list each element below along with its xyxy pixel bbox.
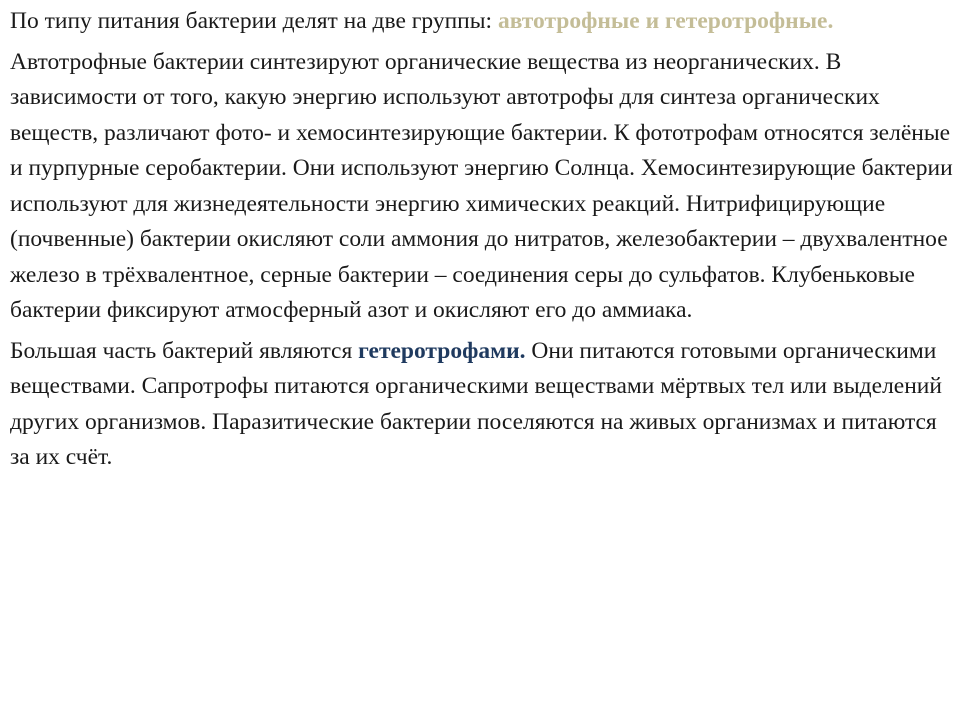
autotrophs-text: Автотрофные бактерии синтезируют органические вещества из неорганических. В зависимости от того, какую энергию используют автотрофы для синтеза органических веществ, различают фото- и хемосинтезирующие бактерии. К фототрофам относятся зелёные и пурпурные серобактерии. Они используют энергию Солнца. Хемосинтезирующие бактерии используют для жизнедеятельности энергию химических реакций. Нитрифицирующие (почвенные) бактерии окисляют соли аммония до нитратов, железобактерии – двухвалентное железо в трёхвалентное, серные бактерии – соединения серы до сульфатов. Клубеньковые бактерии фиксируют атмосферный азот и окисляют его до аммиака. bbox=[10, 48, 953, 323]
intro-text: По типу питания бактерии делят на две группы: bbox=[10, 8, 498, 34]
intro-highlight-groups: автотрофные и гетеротрофные. bbox=[497, 8, 834, 34]
heterotrophs-highlight: гетеротрофами. bbox=[358, 337, 526, 364]
paragraph-intro bbox=[10, 4, 955, 40]
heterotrophs-text-before: Большая часть бактерий являются bbox=[10, 337, 359, 364]
slide-text-body bbox=[10, 4, 955, 481]
paragraph-heterotrophs bbox=[10, 334, 955, 476]
heterotrophs-text-after: Они питаются готовыми органическими веществами. Сапротрофы питаются органическими веществами мёртвых тел или выделений других организмов. Паразитические бактерии поселяются на живых организмах и питаются за их счёт. bbox=[10, 337, 942, 470]
paragraph-autotrophs bbox=[10, 45, 955, 329]
